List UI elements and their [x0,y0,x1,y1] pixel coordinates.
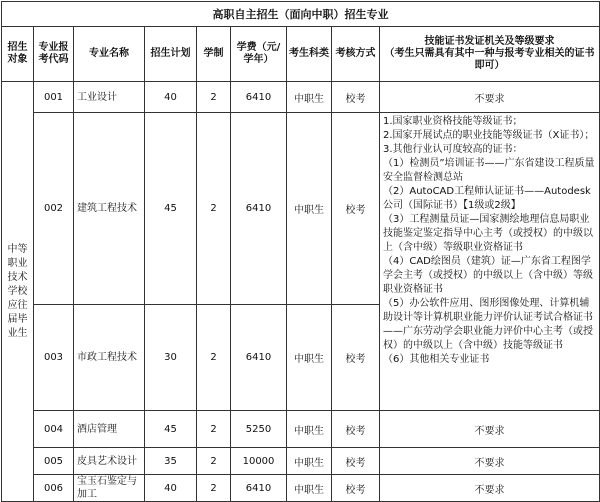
header-fee: 学费（元/学年） [231,27,287,82]
page [1,1,599,500]
table-title: 高职自主招生（面向中职）招生专业 [2,2,600,27]
duration-cell: 2 [197,411,231,448]
code-cell: 001 [34,82,74,113]
table-row [2,475,600,502]
exam-cell: 校考 [332,411,380,448]
duration-cell: 2 [197,448,231,475]
target-cell: 中等职业技术学校应往届毕业生 [2,82,34,502]
code-cell: 005 [34,448,74,475]
table-row [2,82,600,113]
category-cell: 中职生 [287,448,332,475]
cert-line: （6）其他相关专业证书 [383,354,490,365]
cert-line: 2.国家开展试点的职业技能等级证书（X证书）； [383,130,595,141]
header-row [2,27,600,82]
requirement-cell: 不要求 [380,82,600,113]
exam-cell: 校考 [332,82,380,113]
category-cell: 中职生 [287,475,332,502]
requirement-cell: 不要求 [380,475,600,502]
name-cell: 市政工程技术 [74,305,145,411]
category-cell: 中职生 [287,82,332,113]
cert-line: 3.其他行业认可度较高的证书： [383,144,523,155]
header-name: 专业名称 [74,27,145,82]
header-code: 专业报考代码 [34,27,74,82]
name-cell: 酒店管理 [74,411,145,448]
exam-cell: 校考 [332,448,380,475]
cert-requirements [380,113,600,411]
plan-cell: 35 [145,448,197,475]
requirement-cell: 不要求 [380,448,600,475]
code-cell: 006 [34,475,74,502]
name-cell: 建筑工程技术 [74,113,145,305]
fee-cell: 6410 [231,113,287,305]
header-duration: 学制 [197,27,231,82]
category-cell: 中职生 [287,305,332,411]
duration-cell: 2 [197,82,231,113]
plan-cell: 40 [145,82,197,113]
header-plan: 招生计划 [145,27,197,82]
code-cell: 002 [34,113,74,305]
category-cell: 中职生 [287,411,332,448]
name-cell: 皮具艺术设计 [74,448,145,475]
name-cell: 工业设计 [74,82,145,113]
exam-cell: 校考 [332,305,380,411]
fee-cell: 10000 [231,448,287,475]
duration-cell: 2 [197,113,231,305]
cert-line: （1）检测员”培训证书——广东省建设工程质量安全监督检测总站 [383,158,595,183]
header-cert [380,27,600,82]
plan-cell: 30 [145,305,197,411]
cert-line: （4）CAD绘图员（建筑）证—广东省工程图学学会主考（或授权）的中级以上（含中级）等级职业资格证书 [383,256,593,295]
fee-cell: 6410 [231,82,287,113]
exam-cell: 校考 [332,113,380,305]
table-row [2,113,600,305]
code-cell: 004 [34,411,74,448]
header-category: 考生科类 [287,27,332,82]
header-cert-note: （考生只需具有其中一种与报考专业相关的证书即可） [384,48,595,71]
fee-cell: 5250 [231,411,287,448]
plan-cell: 45 [145,113,197,305]
cert-line: （3）工程测量员证—国家测绘地理信息局职业技能鉴定鉴定指导中心主考（或授权）的中级以上（含中级）等级职业资格证书 [383,214,593,253]
cert-line: （5）办公软件应用、图形图像处理、计算机辅助设计等计算机职业能力评价认证考试合格证书——广东劳动学会职业能力评价中心主考（或授权）的中级以上（含中级）技能等级证书 [383,298,593,351]
name-cell: 宝玉石鉴定与加工 [74,475,145,502]
fee-cell: 6410 [231,475,287,502]
table-row [2,448,600,475]
header-cert-title: 技能证书发证机关及等级要求 [424,36,555,47]
cert-line: 1.国家职业资格技能等级证书； [383,116,523,127]
fee-cell: 6410 [231,305,287,411]
admission-table [1,1,600,502]
cert-line: （2）AutoCAD工程师认证证书——Autodesk公司（国际证书）【1级或2级】 [383,186,591,211]
plan-cell: 45 [145,411,197,448]
plan-cell: 40 [145,475,197,502]
header-exam: 考核方式 [332,27,380,82]
requirement-cell: 不要求 [380,411,600,448]
table-row [2,411,600,448]
header-target: 招生对象 [2,27,34,82]
category-cell: 中职生 [287,113,332,305]
exam-cell: 校考 [332,475,380,502]
duration-cell: 2 [197,305,231,411]
code-cell: 003 [34,305,74,411]
duration-cell: 2 [197,475,231,502]
